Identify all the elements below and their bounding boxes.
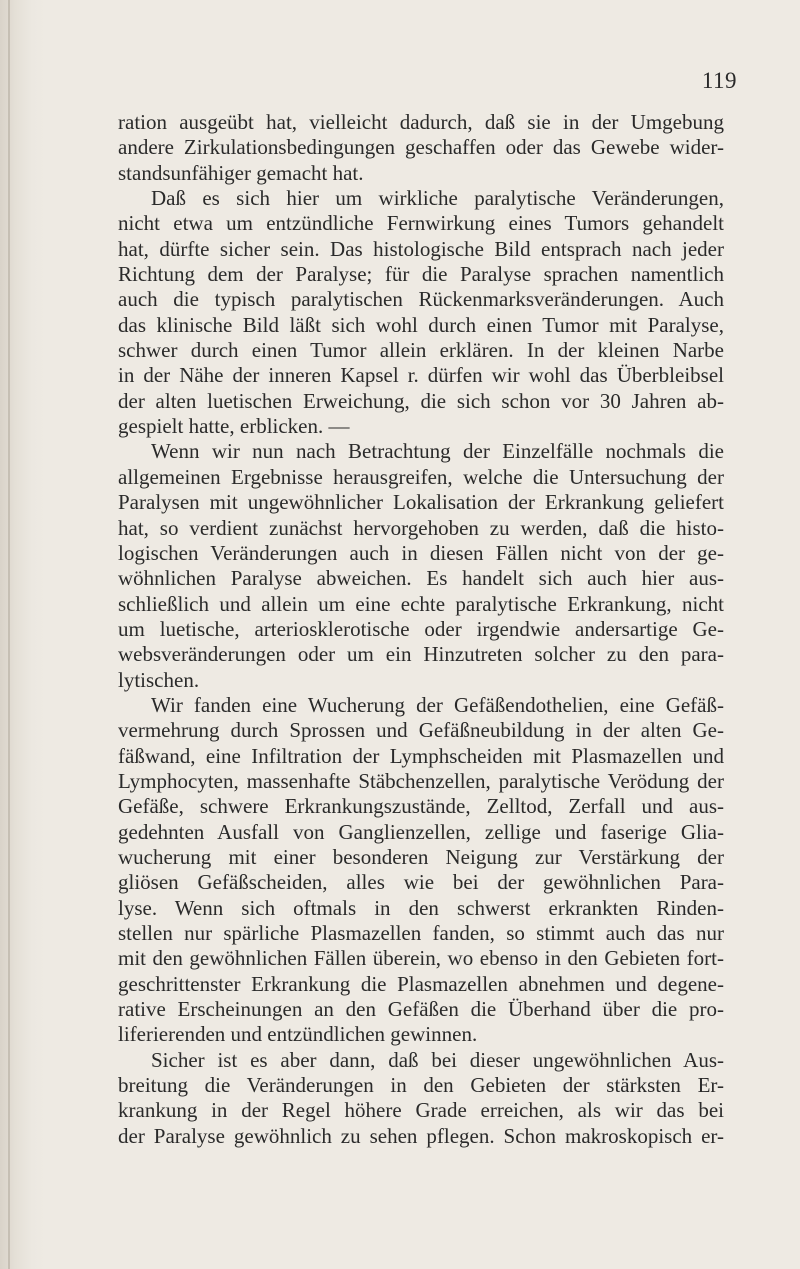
text-line: das klinische Bild läßt sich wohl durch einen Tumor mit Paralyse, [118,312,724,337]
text-line: lyse. Wenn sich oftmals in den schwerst erkrankten Rinden- [118,895,724,920]
text-line: der alten luetischen Erweichung, die sich schon vor 30 Jahren ab- [118,388,724,413]
text-line: gespielt hatte, erblicken. — [118,414,350,439]
text-line: liferierenden und entzündlichen gewinnen. [118,1022,478,1047]
text-line: wöhnlichen Paralyse abweichen. Es handelt sich auch hier aus- [118,566,724,591]
text-line: Daß es sich hier um wirkliche paralytische Veränderungen, [151,186,724,211]
text-line: standsunfähiger gemacht hat. [118,160,364,185]
text-line: der Paralyse gewöhnlich zu sehen pflegen. Schon makroskopisch er- [118,1123,724,1148]
text-line: um luetische, arteriosklerotische oder irgendwie andersartige Ge- [118,616,724,641]
text-line: krankung in der Regel höhere Grade erreichen, als wir das bei [118,1098,724,1123]
text-line: ration ausgeübt hat, vielleicht dadurch, daß sie in der Umgebung [118,110,724,134]
text-line: stellen nur spärliche Plasmazellen fanden, so stimmt auch das nur [118,921,724,945]
text-line: mit den gewöhnlichen Fällen überein, wo ebenso in den Gebieten fort- [118,946,724,971]
text-line: Richtung dem der Paralyse; für die Paralyse sprachen namentlich [118,262,724,287]
text-line: Gefäße, schwere Erkrankungszustände, Zelltod, Zerfall und aus- [118,794,724,819]
text-line: nicht etwa um entzündliche Fernwirkung eines Tumors gehandelt [118,211,724,236]
text-line: gedehnten Ausfall von Ganglienzellen, zellige und faserige Glia- [118,819,724,844]
text-line: Wir fanden eine Wucherung der Gefäßendothelien, eine Gefäß- [151,692,724,717]
page-number: 119 [701,68,737,93]
text-line: Lymphocyten, massenhafte Stäbchenzellen, paralytische Verödung der [118,768,724,793]
text-line: geschrittenster Erkrankung die Plasmazellen abnehmen und degene- [118,971,724,996]
text-line: wucherung mit einer besonderen Neigung zur Verstärkung der [118,844,724,869]
text-line: hat, dürfte sicher sein. Das histologische Bild entsprach nach jeder [118,236,724,261]
text-line: schließlich und allein um eine echte paralytische Erkrankung, nicht [118,591,724,616]
text-line: Wenn wir nun nach Betrachtung der Einzelfälle nochmals die [151,439,724,464]
text-line: lytischen. [118,667,200,692]
text-line: Paralysen mit ungewöhnlicher Lokalisation der Erkrankung geliefert [118,490,724,515]
text-line: auch die typisch paralytischen Rückenmarksveränderungen. Auch [118,287,724,312]
text-line: Sicher ist es aber dann, daß bei dieser ungewöhnlichen Aus- [151,1047,724,1072]
text-line: logischen Veränderungen auch in diesen Fällen nicht von der ge- [118,540,724,565]
text-line: breitung die Veränderungen in den Gebieten der stärksten Er- [118,1073,724,1098]
text-line: fäßwand, eine Infiltration der Lymphscheiden mit Plasmazellen und [118,743,724,768]
text-line: schwer durch einen Tumor allein erklären. In der kleinen Narbe [118,338,724,363]
text-line: rative Erscheinungen an den Gefäßen die Überhand über die pro- [118,997,724,1022]
text-line: hat, so verdient zunächst hervorgehoben zu werden, daß die histo- [118,515,724,540]
text-line: in der Nähe der inneren Kapsel r. dürfen wir wohl das Überbleibsel [118,363,724,388]
text-line: gliösen Gefäßscheiden, alles wie bei der gewöhnlichen Para- [118,870,724,895]
text-line: websveränderungen oder um ein Hinzutreten solcher zu den para- [118,642,724,667]
text-line: vermehrung durch Sprossen und Gefäßneubildung in der alten Ge- [118,718,724,743]
text-line: andere Zirkulationsbedingungen geschaffen oder das Gewebe wider- [118,135,724,160]
text-line: allgemeinen Ergebnisse herausgreifen, welche die Untersuchung der [118,464,724,489]
body-text [118,110,724,1149]
page-edge-shadow [0,0,46,1269]
